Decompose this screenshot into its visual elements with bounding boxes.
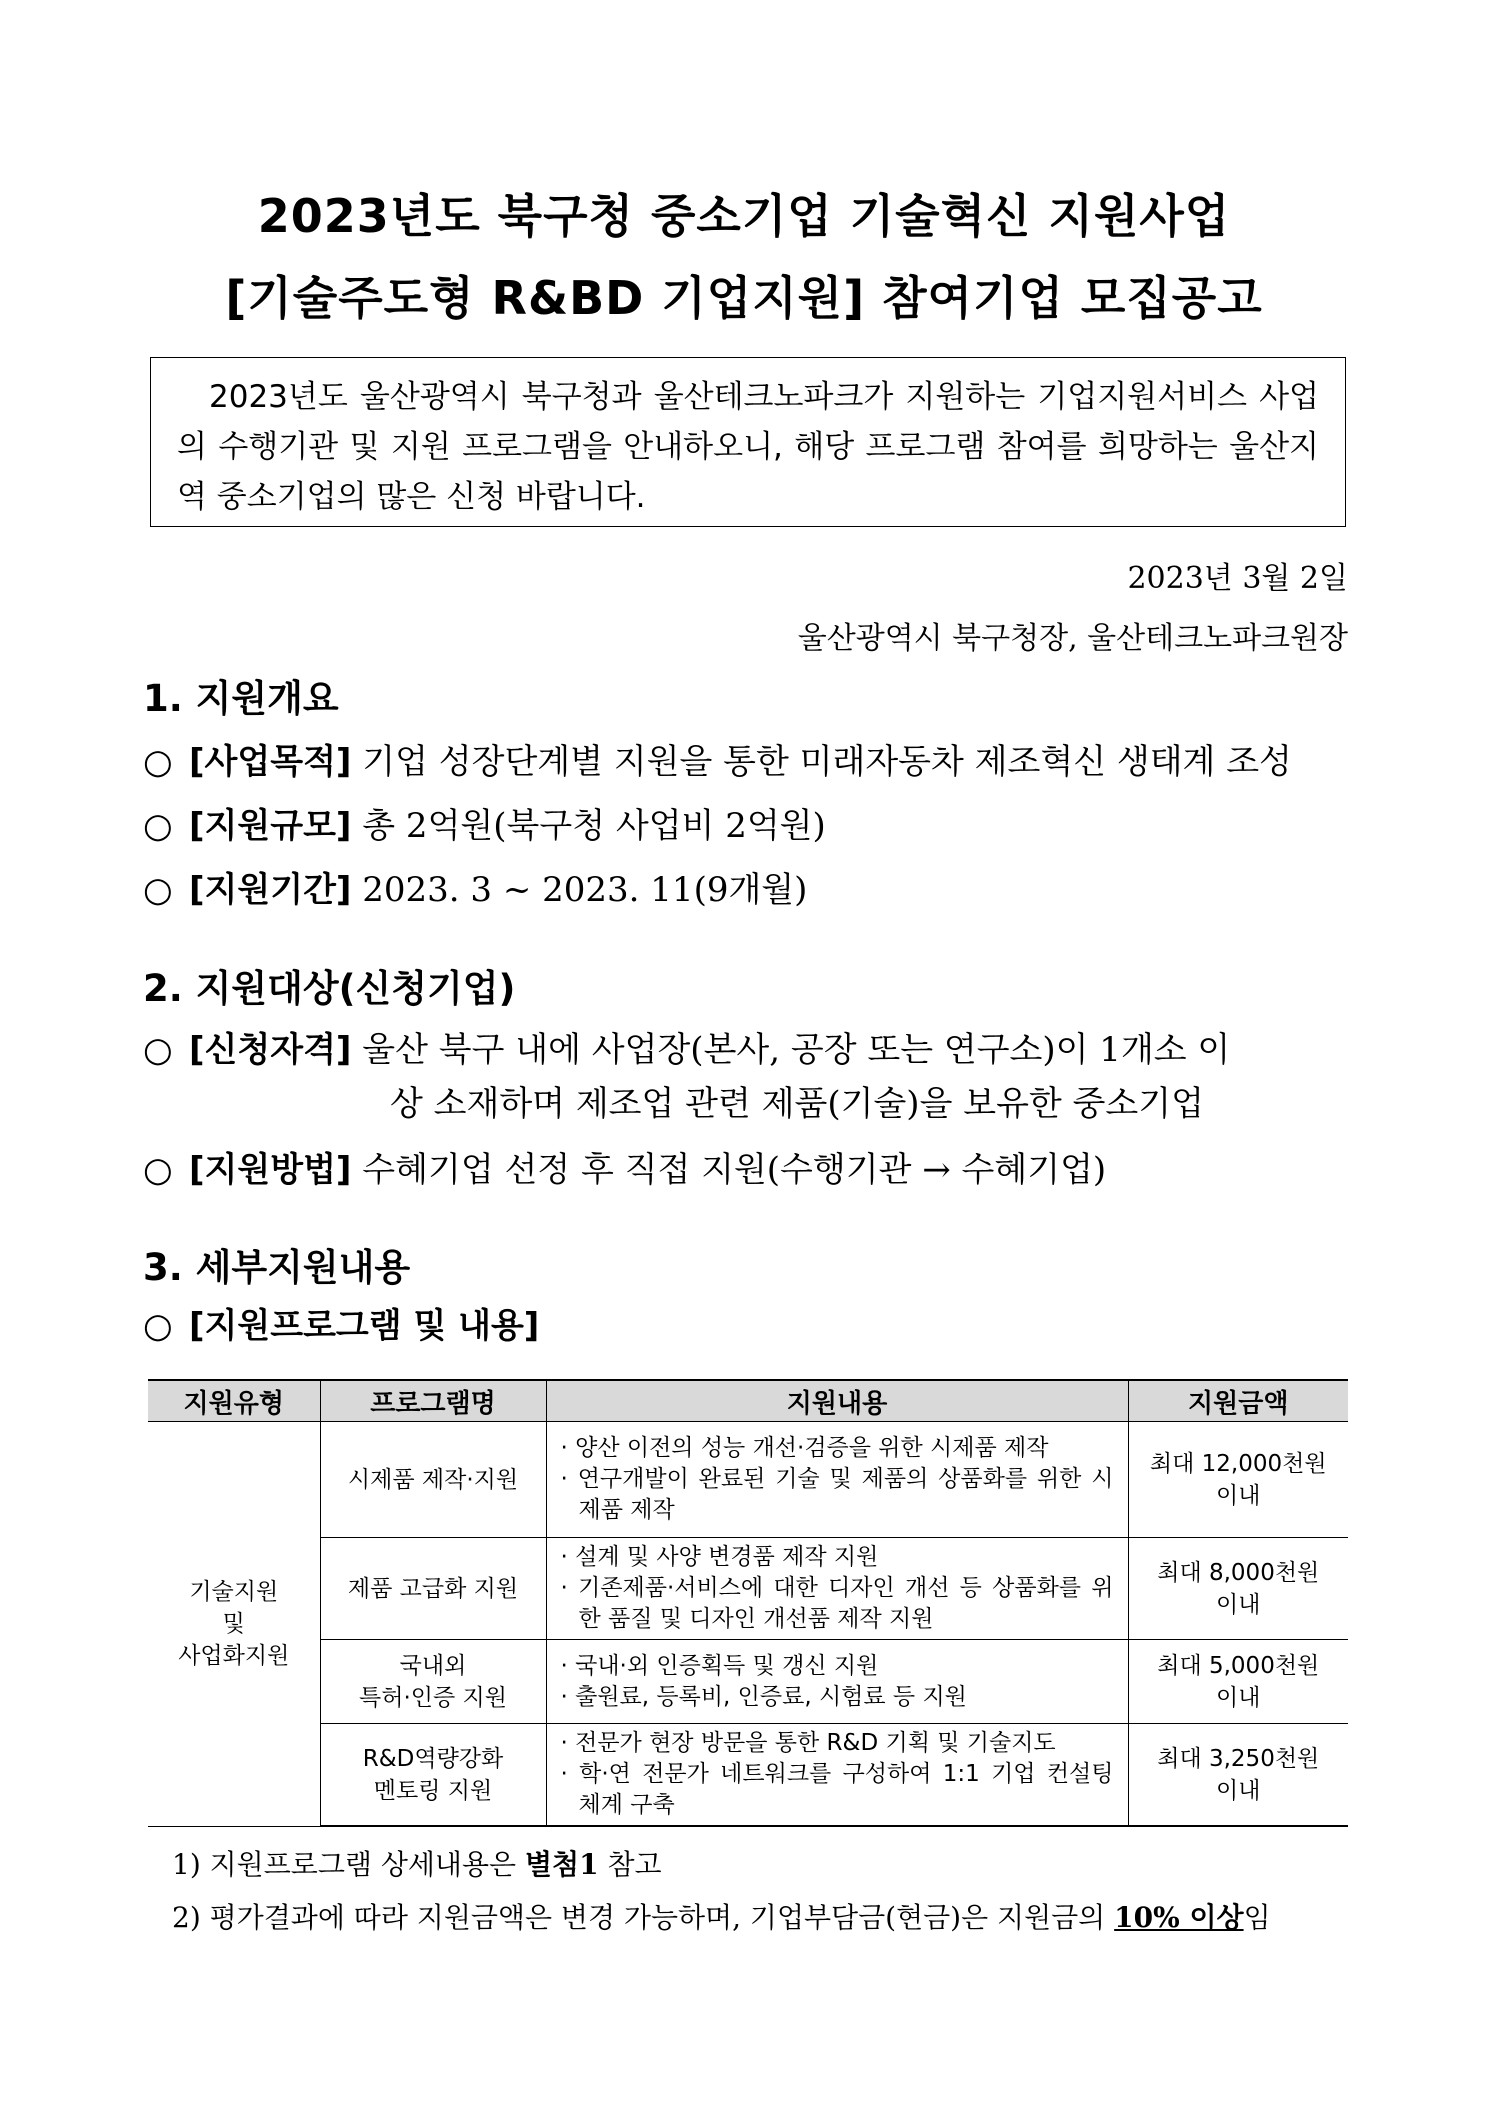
- content-line: · 출원료, 등록비, 인증료, 시험료 등 지원: [560, 1683, 967, 1710]
- bullet-circle-icon: ○: [143, 742, 173, 782]
- type-label-line: 및: [222, 1610, 245, 1637]
- title-line-1: 2023년도 북구청 중소기업 기술혁신 지원사업: [257, 189, 1231, 243]
- table-row: [148, 1724, 1348, 1827]
- item-text: 총 2억원(북구청 사업비 2억원): [362, 806, 826, 846]
- footnote-attachment-ref: 별첨1: [524, 1848, 599, 1881]
- type-label-line: 기술지원: [189, 1578, 279, 1605]
- col-header-amount: 지원금액: [1128, 1380, 1348, 1422]
- cell-program: [320, 1724, 546, 1827]
- item-label: [지원규모]: [189, 806, 352, 846]
- content-line: · 학·연 전문가 네트워크를 구성하여 1:1 기업 컨설팅 체계 구축: [560, 1761, 1114, 1818]
- item-text: 수혜기업 선정 후 직접 지원(수행기관 → 수혜기업): [362, 1150, 1107, 1190]
- cell-amount: [1128, 1538, 1348, 1640]
- amount-value: 최대 12,000천원: [1149, 1450, 1327, 1477]
- target-item-eligibility: [143, 1022, 1348, 1078]
- program-name: 제품 고급화 지원: [347, 1575, 519, 1602]
- overview-item-period: [143, 862, 1348, 918]
- bullet-circle-icon: ○: [143, 870, 173, 910]
- program-name: 멘토링 지원: [373, 1777, 493, 1804]
- footnote-emphasis: 10% 이상: [1114, 1901, 1244, 1934]
- amount-suffix: 이내: [1216, 1591, 1261, 1618]
- bullet-circle-icon: ○: [143, 1306, 173, 1346]
- content-line: · 전문가 현장 방문을 통한 R&D 기획 및 기술지도: [560, 1730, 1056, 1756]
- cell-type: [148, 1422, 320, 1827]
- cell-amount: [1128, 1640, 1348, 1724]
- table-row: [148, 1640, 1348, 1724]
- table-header-row: [148, 1380, 1348, 1422]
- item-text: 기업 성장단계별 지원을 통한 미래자동차 제조혁신 생태계 조성: [362, 742, 1292, 782]
- cell-content: [546, 1640, 1128, 1724]
- content-line: · 연구개발이 완료된 기술 및 제품의 상품화를 위한 시제품 제작: [560, 1466, 1114, 1523]
- item-label: [사업목적]: [189, 742, 352, 782]
- item-label: [지원방법]: [189, 1150, 352, 1190]
- notice-date: 2023년 3월 2일: [1127, 561, 1348, 596]
- footnote-2: [172, 1896, 1271, 1936]
- cell-content: [546, 1724, 1128, 1827]
- footnote-text: 1) 지원프로그램 상세내용은: [172, 1848, 525, 1881]
- amount-value: 최대 8,000천원: [1157, 1559, 1320, 1586]
- section-1-heading: 1. 지원개요: [143, 677, 339, 720]
- cell-program: [320, 1422, 546, 1538]
- intro-text: 2023년도 울산광역시 북구청과 울산테크노파크가 지원하는 기업지원서비스 사업의 수행기관 및 지원 프로그램을 안내하오니, 해당 프로그램 참여를 희망하는 울산지역 중소기업의 많은 신청 바랍니다.: [177, 379, 1319, 515]
- target-item-eligibility-cont: [390, 1076, 1488, 1132]
- item-label: [지원기간]: [189, 870, 352, 910]
- item-text: 2023. 3 ~ 2023. 11(9개월): [362, 870, 808, 910]
- cell-amount: [1128, 1724, 1348, 1827]
- footnote-1: [172, 1843, 662, 1883]
- program-name: 국내외: [399, 1652, 467, 1679]
- content-line: · 설계 및 사양 변경품 제작 지원: [560, 1544, 879, 1570]
- footnote-text: 참고: [598, 1848, 662, 1881]
- cell-program: [320, 1538, 546, 1640]
- program-name: R&D역량강화: [362, 1745, 504, 1772]
- bullet-circle-icon: ○: [143, 806, 173, 846]
- overview-item-purpose: [143, 734, 1348, 790]
- notice-issuer: 울산광역시 북구청장, 울산테크노파크원장: [797, 621, 1348, 656]
- amount-suffix: 이내: [1216, 1777, 1261, 1804]
- program-name: 시제품 제작·지원: [347, 1466, 519, 1493]
- section-3-heading: 3. 세부지원내용: [143, 1246, 411, 1289]
- item-label: [신청자격]: [189, 1030, 352, 1070]
- cell-program: [320, 1640, 546, 1724]
- item-label: [지원프로그램 및 내용]: [189, 1306, 540, 1346]
- table-row: [148, 1422, 1348, 1538]
- amount-suffix: 이내: [1216, 1482, 1261, 1509]
- program-table: [148, 1379, 1348, 1827]
- cell-content: [546, 1422, 1128, 1538]
- cell-content: [546, 1538, 1128, 1640]
- amount-value: 최대 3,250천원: [1157, 1745, 1320, 1772]
- footnote-text: 임: [1243, 1901, 1271, 1934]
- content-line: · 국내·외 인증획득 및 갱신 지원: [560, 1652, 879, 1679]
- table-row: [148, 1538, 1348, 1640]
- content-line: · 기존제품·서비스에 대한 디자인 개선 등 상품화를 위한 품질 및 디자인 개선품 제작 지원: [560, 1575, 1114, 1632]
- amount-suffix: 이내: [1216, 1684, 1261, 1711]
- amount-value: 최대 5,000천원: [1157, 1652, 1320, 1679]
- bullet-circle-icon: ○: [143, 1030, 173, 1070]
- target-item-method: [143, 1142, 1348, 1198]
- item-text-cont: 상 소재하며 제조업 관련 제품(기술)을 보유한 중소기업: [390, 1084, 1204, 1124]
- col-header-program: 프로그램명: [320, 1380, 546, 1422]
- col-header-content: 지원내용: [546, 1380, 1128, 1422]
- item-text: 울산 북구 내에 사업장(본사, 공장 또는 연구소)이 1개소 이: [362, 1030, 1231, 1070]
- program-subheading: [143, 1298, 1348, 1354]
- intro-box: [150, 357, 1346, 527]
- section-2-heading: 2. 지원대상(신청기업): [143, 967, 516, 1010]
- bullet-circle-icon: ○: [143, 1150, 173, 1190]
- cell-amount: [1128, 1422, 1348, 1538]
- content-line: · 양산 이전의 성능 개선·검증을 위한 시제품 제작: [560, 1435, 1049, 1461]
- overview-item-scale: [143, 798, 1348, 854]
- type-label-line: 사업화지원: [178, 1642, 290, 1669]
- title-line-2: [기술주도형 R&BD 기업지원] 참여기업 모집공고: [225, 271, 1263, 325]
- program-name: 특허·인증 지원: [359, 1684, 507, 1711]
- footnote-text: 2) 평가결과에 따라 지원금액은 변경 가능하며, 기업부담금(현금)은 지원금의: [172, 1901, 1115, 1934]
- col-header-type: 지원유형: [148, 1380, 320, 1422]
